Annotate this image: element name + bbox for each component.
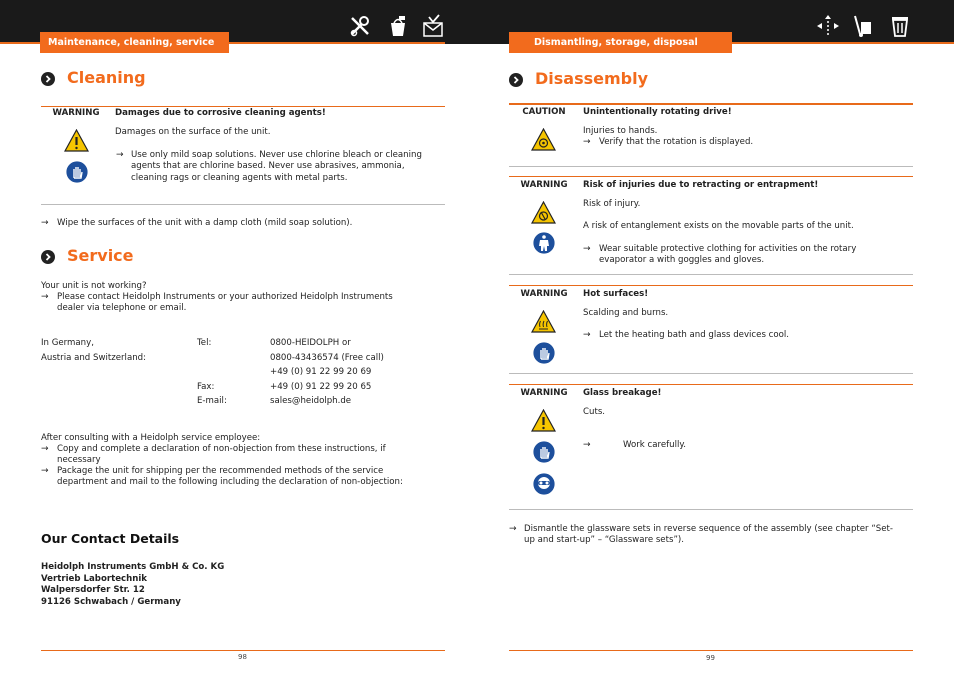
disassembly-heading: Disassembly — [535, 69, 649, 88]
warning2-rule-bottom — [509, 274, 913, 275]
service-question: Your unit is not working? — [41, 281, 147, 291]
caution-headline: Unintentionally rotating drive! — [583, 107, 732, 117]
warning3-rule-bottom — [509, 373, 913, 374]
warning3-label: WARNING — [520, 289, 568, 299]
section-tab-right: Dismantling, storage, disposal — [509, 32, 732, 53]
warning-rule-top — [41, 106, 445, 107]
warning-headline: Damages due to corrosive cleaning agents! — [115, 108, 326, 118]
arrow-bullet-icon: → — [509, 524, 517, 534]
caution-label: CAUTION — [522, 107, 566, 117]
warning4-rule-bottom — [509, 509, 913, 510]
arrow-bullet-icon: → — [41, 218, 49, 228]
arrow-bullet-icon: → — [116, 150, 124, 160]
wipe-instruction: Wipe the surfaces of the unit with a damp cloth (mild soap solution). — [57, 218, 353, 228]
fax-number: +49 (0) 91 22 99 20 65 — [270, 382, 372, 392]
warning-rule-bottom — [41, 204, 445, 205]
tel-line-1: 0800-HEIDOLPH or — [270, 338, 351, 348]
disposal-bin-icon — [888, 14, 912, 38]
warning2-headline: Risk of injuries due to retracting or entrapment! — [583, 180, 819, 190]
footer-rule-right — [509, 650, 913, 651]
after-bullet-1: Copy and complete a declaration of non-objection from these instructions, if necessary — [57, 444, 386, 466]
fax-label: Fax: — [197, 382, 215, 392]
service-chevron-icon — [41, 250, 55, 264]
cleaning-chevron-icon — [41, 72, 55, 86]
tel-label: Tel: — [197, 338, 212, 348]
gloves-mandatory-icon — [65, 160, 89, 184]
warning4-headline: Glass breakage! — [583, 388, 662, 398]
warning2-label: WARNING — [520, 180, 568, 190]
arrow-bullet-icon: → — [583, 244, 591, 254]
service-instruction: Please contact Heidolph Instruments or your authorized Heidolph Instruments dealer via telephone or email. — [57, 292, 393, 314]
warning4-text: Cuts. — [583, 407, 606, 417]
after-bullet-2: Package the unit for shipping per the recommended methods of the service department and mail to the following including the declaration of non-objection: — [57, 466, 403, 488]
cleaning-heading: Cleaning — [67, 68, 146, 87]
warning4-label: WARNING — [520, 388, 568, 398]
after-consulting: After consulting with a Heidolph service employee: — [41, 433, 261, 443]
tel-line-3: +49 (0) 91 22 99 20 69 — [270, 367, 372, 377]
glass-breakage-warning-icon — [531, 409, 556, 432]
disassembly-chevron-icon — [509, 73, 523, 87]
arrow-bullet-icon: → — [583, 330, 591, 340]
arrow-bullet-icon: → — [41, 292, 49, 302]
caution-text: Injuries to hands. — [583, 126, 658, 136]
gloves-mandatory-icon — [532, 341, 556, 365]
dismantle-instruction: Dismantle the glassware sets in reverse sequence of the assembly (see chapter “Set-up and start-up” – “Glassware sets”). — [524, 524, 893, 546]
address-line-1: Heidolph Instruments GmbH & Co. KG — [41, 562, 225, 572]
address-line-3: Walpersdorfer Str. 12 — [41, 585, 145, 595]
arrow-bullet-icon: → — [583, 440, 591, 450]
footer-rule-left — [41, 650, 445, 651]
our-contact-heading: Our Contact Details — [41, 531, 180, 546]
goggles-mandatory-icon — [532, 472, 556, 496]
caution-rule-bottom — [509, 166, 913, 167]
warning3-text: Scalding and burns. — [583, 308, 669, 318]
warning3-bullet: Let the heating bath and glass devices cool. — [599, 330, 790, 340]
wrench-tools-icon — [348, 14, 372, 38]
warning3-rule-top — [509, 285, 913, 286]
entrapment-warning-icon — [531, 201, 556, 224]
storage-hand-truck-icon — [852, 14, 876, 38]
warning2-rule-top — [509, 176, 913, 177]
warning-label: WARNING — [52, 108, 100, 118]
address-line-2: Vertrieb Labortechnik — [41, 574, 148, 584]
rotating-drive-warning-icon — [531, 128, 556, 151]
warning-text: Damages on the surface of the unit. — [115, 127, 271, 137]
warning-bullet: Use only mild soap solutions. Never use chlorine bleach or cleaning agents that are chlorine based. Never use abrasives, ammonia, cleaning rags or cleaning agents with metal parts. — [131, 150, 422, 183]
warning4-rule-top — [509, 384, 913, 385]
arrow-bullet-icon: → — [41, 466, 49, 476]
page-number-left: 98 — [238, 653, 247, 661]
contact-region-1: In Germany, — [41, 338, 94, 348]
page-number-right: 99 — [706, 654, 715, 662]
dismantling-arrows-icon — [816, 14, 840, 38]
email-address[interactable]: sales@heidolph.de — [270, 396, 352, 406]
warning-triangle-icon — [64, 129, 89, 152]
caution-rule-top — [509, 103, 913, 105]
warning3-headline: Hot surfaces! — [583, 289, 649, 299]
warning4-bullet: Work carefully. — [623, 440, 686, 450]
arrow-bullet-icon: → — [41, 444, 49, 454]
address-line-4: 91126 Schwabach / Germany — [41, 597, 181, 607]
hot-surface-warning-icon — [531, 310, 556, 333]
tel-line-2: 0800-43436574 (Free call) — [270, 353, 384, 363]
contact-region-2: Austria and Switzerland: — [41, 353, 147, 363]
warning2-bullet: Wear suitable protective clothing for activities on the rotary evaporator a with goggles and gloves. — [599, 244, 857, 266]
cleaning-bucket-icon — [386, 14, 410, 38]
arrow-bullet-icon: → — [583, 137, 591, 147]
section-tab-left: Maintenance, cleaning, service — [40, 32, 229, 53]
warning2-text-1: Risk of injury. — [583, 199, 641, 209]
service-mail-icon — [421, 14, 445, 38]
gloves-mandatory-icon — [532, 440, 556, 464]
service-heading: Service — [67, 246, 134, 265]
warning2-text-2: A risk of entanglement exists on the movable parts of the unit. — [583, 221, 854, 231]
protective-clothing-icon — [532, 231, 556, 255]
email-label: E-mail: — [197, 396, 227, 406]
caution-bullet: Verify that the rotation is displayed. — [599, 137, 754, 147]
